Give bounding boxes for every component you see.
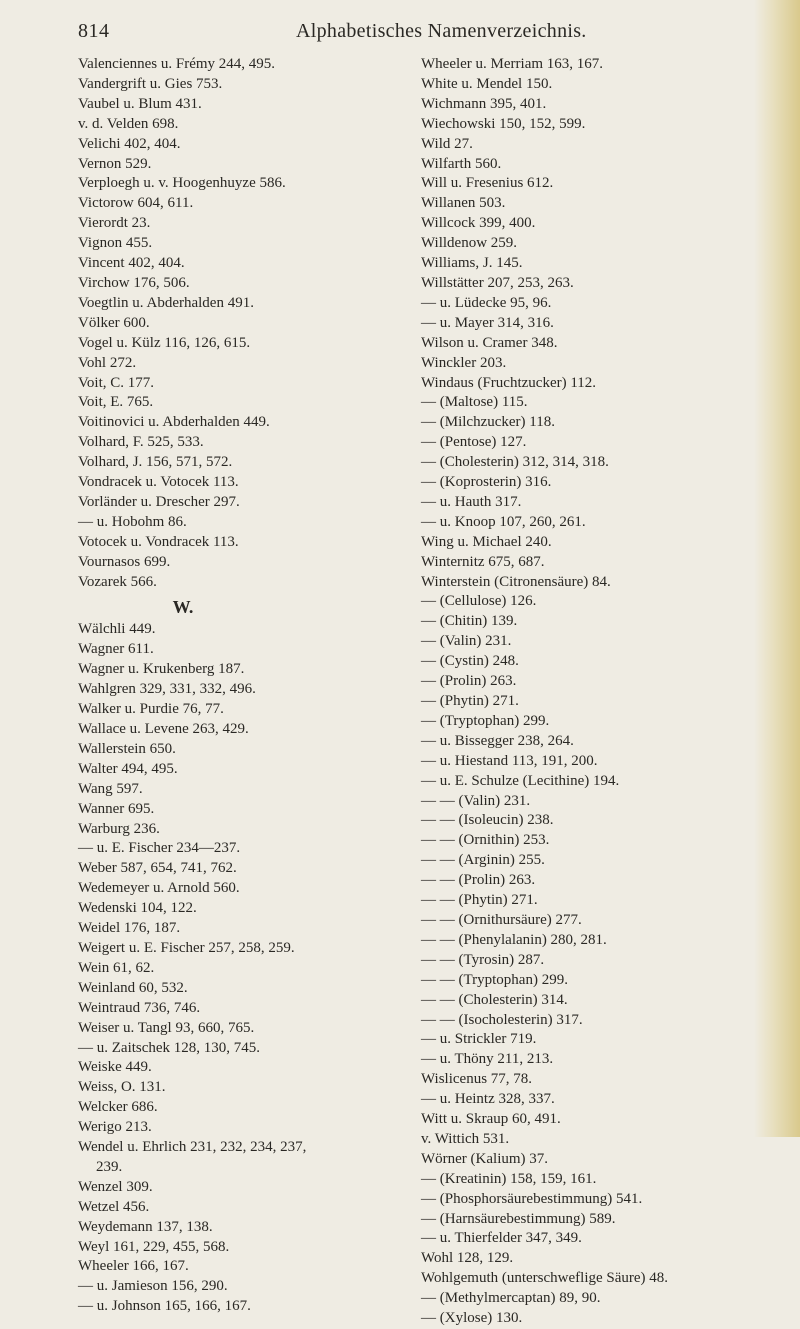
running-title: Alphabetisches Namenverzeichnis.	[296, 20, 587, 42]
index-entry: Walker u. Purdie 76, 77.	[78, 701, 224, 718]
index-entry: — (Xylose) 130.	[421, 1310, 523, 1327]
index-entry: Will u. Fresenius 612.	[421, 175, 554, 192]
index-entry: — (Milchzucker) 118.	[421, 414, 555, 431]
index-entry: — (Harnsäurebestimmung) 589.	[421, 1210, 616, 1227]
index-entry: Vandergrift u. Gies 753.	[78, 75, 223, 92]
index-entry: Wallerstein 650.	[78, 740, 176, 757]
index-entry: Werigo 213.	[78, 1119, 152, 1136]
index-entry: — — (Arginin) 255.	[421, 852, 545, 869]
index-entry: Wedenski 104, 122.	[78, 900, 197, 917]
index-entry: Weinland 60, 532.	[78, 979, 188, 996]
index-entry: Wing u. Michael 240.	[421, 533, 552, 550]
index-entry: — u. Mayer 314, 316.	[421, 314, 554, 331]
index-entry: — — (Tyrosin) 287.	[421, 951, 545, 968]
index-entry: Vincent 402, 404.	[78, 255, 185, 272]
index-entry: v. Wittich 531.	[421, 1130, 510, 1147]
index-entry: Wheeler u. Merriam 163, 167.	[421, 56, 604, 72]
index-entry: Weintraud 736, 746.	[78, 999, 201, 1016]
index-entry: Wichmann 395, 401.	[421, 95, 547, 112]
index-entry: Wanner 695.	[78, 800, 155, 817]
index-entry: — — (Phenylalanin) 280, 281.	[421, 931, 607, 948]
index-entry: — — (Cholesterin) 314.	[421, 991, 568, 1008]
index-entry: Winternitz 675, 687.	[421, 553, 545, 570]
index-entry: Weydemann 137, 138.	[78, 1218, 213, 1235]
index-entry: — u. Heintz 328, 337.	[421, 1091, 555, 1108]
index-entry: Vournasos 699.	[78, 553, 171, 570]
index-entry: — (Cholesterin) 312, 314, 318.	[421, 454, 609, 471]
index-entry: Wislicenus 77, 78.	[421, 1071, 533, 1088]
index-entry: Verploegh u. v. Hoogenhuyze 586.	[78, 175, 286, 192]
index-entry: Voitinovici u. Abderhalden 449.	[78, 414, 270, 431]
index-entry: Witt u. Skraup 60, 491.	[421, 1111, 561, 1128]
index-entry: Weidel 176, 187.	[78, 920, 181, 937]
index-entry: Volhard, F. 525, 533.	[78, 434, 204, 451]
index-entry: — — (Ornithin) 253.	[421, 832, 550, 849]
index-entry: Velichi 402, 404.	[78, 135, 181, 152]
index-entry: — (Tryptophan) 299.	[421, 712, 550, 729]
index-entry: Williams, J. 145.	[421, 255, 523, 272]
index-entry: Winckler 203.	[421, 354, 507, 371]
index-entry: — u. E. Schulze (Lecithine) 194.	[421, 772, 620, 789]
index-entry: Wahlgren 329, 331, 332, 496.	[78, 681, 256, 698]
index-entry: Wang 597.	[78, 780, 143, 797]
index-entry: — — (Tryptophan) 299.	[421, 971, 568, 988]
index-entry: Weigert u. E. Fischer 257, 258, 259.	[78, 939, 295, 956]
index-entry: — u. Strickler 719.	[421, 1031, 537, 1048]
index-entry: Vohl 272.	[78, 354, 137, 371]
index-entry: — (Methylmercaptan) 89, 90.	[421, 1290, 601, 1307]
index-entry: Wendel u. Ehrlich 231, 232, 234, 237,	[78, 1139, 307, 1156]
index-entry: — — (Valin) 231.	[421, 792, 531, 809]
index-entry: Voit, C. 177.	[78, 374, 154, 391]
index-entry: — (Cellulose) 126.	[421, 593, 537, 610]
index-entry: Vierordt 23.	[78, 215, 151, 232]
index-entry: — — (Isoleucin) 238.	[421, 812, 554, 829]
index-entry: Wilson u. Cramer 348.	[421, 334, 558, 351]
index-entry: — u. Thierfelder 347, 349.	[421, 1230, 582, 1247]
index-entry: Vorländer u. Drescher 297.	[78, 493, 240, 510]
index-entry: — (Koprosterin) 316.	[421, 474, 552, 491]
index-entry: Walter 494, 495.	[78, 760, 178, 777]
index-entry: — u. Zaitschek 128, 130, 745.	[78, 1039, 261, 1056]
index-entry: Weyl 161, 229, 455, 568.	[78, 1238, 230, 1255]
index-entry: Welcker 686.	[78, 1099, 158, 1116]
index-entry: Vaubel u. Blum 431.	[78, 95, 202, 112]
index-entry: Wälchli 449.	[78, 621, 156, 638]
index-entry: — (Chitin) 139.	[421, 613, 518, 630]
index-entry: Votocek u. Vondracek 113.	[78, 533, 239, 550]
index-entry: — (Maltose) 115.	[421, 394, 528, 411]
index-entry: — (Cystin) 248.	[421, 653, 519, 670]
index-entry: Wetzel 456.	[78, 1198, 150, 1215]
index-entry: Voit, E. 765.	[78, 394, 154, 411]
index-entry: Windaus (Fruchtzucker) 112.	[421, 374, 597, 391]
index-entry: — u. Lüdecke 95, 96.	[421, 294, 552, 311]
index-entry: Volhard, J. 156, 571, 572.	[78, 454, 233, 471]
index-entry: Vogel u. Külz 116, 126, 615.	[78, 334, 251, 351]
index-entry: Weber 587, 654, 741, 762.	[78, 860, 237, 877]
index-entry: Wein 61, 62.	[78, 959, 155, 976]
index-entry: — u. Thöny 211, 213.	[421, 1051, 554, 1068]
index-entry: — (Kreatinin) 158, 159, 161.	[421, 1170, 597, 1187]
index-entry: — (Phytin) 271.	[421, 693, 519, 709]
index-entry: Willanen 503.	[421, 195, 506, 212]
left-column	[78, 55, 418, 1317]
index-entry: Victorow 604, 611.	[78, 195, 194, 212]
index-entry: Willstätter 207, 253, 263.	[421, 274, 574, 291]
index-entry: Wilfarth 560.	[421, 155, 502, 172]
index-entry: Wiechowski 150, 152, 599.	[421, 115, 586, 132]
index-entry: Wedemeyer u. Arnold 560.	[78, 880, 240, 897]
index-entry: — u. Knoop 107, 260, 261.	[421, 513, 586, 530]
section-letter: W.	[172, 597, 194, 618]
index-entry: Willcock 399, 400.	[421, 215, 536, 232]
index-entry: — (Prolin) 263.	[421, 673, 517, 690]
index-entry: Warburg 236.	[78, 820, 160, 837]
index-entry: Völker 600.	[78, 314, 150, 331]
index-entry: Wallace u. Levene 263, 429.	[78, 721, 249, 737]
index-entry: Winterstein (Citronensäure) 84.	[421, 573, 611, 590]
index-entry: — (Phosphorsäurebestimmung) 541.	[421, 1190, 643, 1207]
index-entry: — — (Phytin) 271.	[421, 892, 538, 909]
index-entry: — u. Johnson 165, 166, 167.	[78, 1298, 251, 1315]
index-entry: Vignon 455.	[78, 235, 153, 252]
index-entry: — — (Ornithursäure) 277.	[421, 911, 582, 928]
index-entry: — u. Hobohm 86.	[78, 513, 187, 530]
index-entry: Wohl 128, 129.	[421, 1250, 514, 1267]
index-entry: — — (Prolin) 263.	[421, 872, 536, 889]
index-entry: — u. Hauth 317.	[421, 493, 522, 510]
index-entry: — (Valin) 231.	[421, 633, 512, 650]
index-entry: Vondracek u. Votocek 113.	[78, 474, 239, 491]
page-header	[78, 12, 738, 42]
index-entry: — u. Jamieson 156, 290.	[78, 1278, 228, 1295]
index-entry: Valenciennes u. Frémy 244, 495.	[78, 56, 276, 72]
index-entry: Wohlgemuth (unterschweflige Säure) 48.	[421, 1270, 669, 1287]
index-entry: Wild 27.	[421, 135, 473, 152]
index-entry: — u. Hiestand 113, 191, 200.	[421, 752, 598, 769]
index-entry: — — (Isocholesterin) 317.	[421, 1011, 583, 1028]
index-entry: Virchow 176, 506.	[78, 274, 190, 291]
index-entry: Weiske 449.	[78, 1059, 152, 1076]
index-entry: v. d. Velden 698.	[78, 115, 179, 132]
index-entry: Willdenow 259.	[421, 235, 518, 252]
index-entry: — (Pentose) 127.	[421, 434, 527, 451]
index-entry: Vozarek 566.	[78, 573, 157, 590]
index-entry: Wheeler 166, 167.	[78, 1258, 189, 1275]
index-entry: White u. Mendel 150.	[421, 75, 553, 92]
page-number: 814	[78, 20, 110, 42]
index-entry: — u. Bissegger 238, 264.	[421, 732, 574, 749]
right-column	[421, 55, 761, 1329]
index-entry: Vernon 529.	[78, 155, 152, 172]
index-entry: Weiser u. Tangl 93, 660, 765.	[78, 1019, 255, 1036]
index-entry: Wenzel 309.	[78, 1178, 153, 1195]
index-entry: Wörner (Kalium) 37.	[421, 1150, 549, 1167]
index-entry: Voegtlin u. Abderhalden 491.	[78, 294, 254, 311]
index-entry: Wagner 611.	[78, 641, 154, 658]
index-entry: — u. E. Fischer 234—237.	[78, 840, 241, 857]
index-entry: Wagner u. Krukenberg 187.	[78, 661, 245, 678]
index-entry: Weiss, O. 131.	[78, 1079, 166, 1096]
index-entry: 239.	[96, 1158, 123, 1175]
